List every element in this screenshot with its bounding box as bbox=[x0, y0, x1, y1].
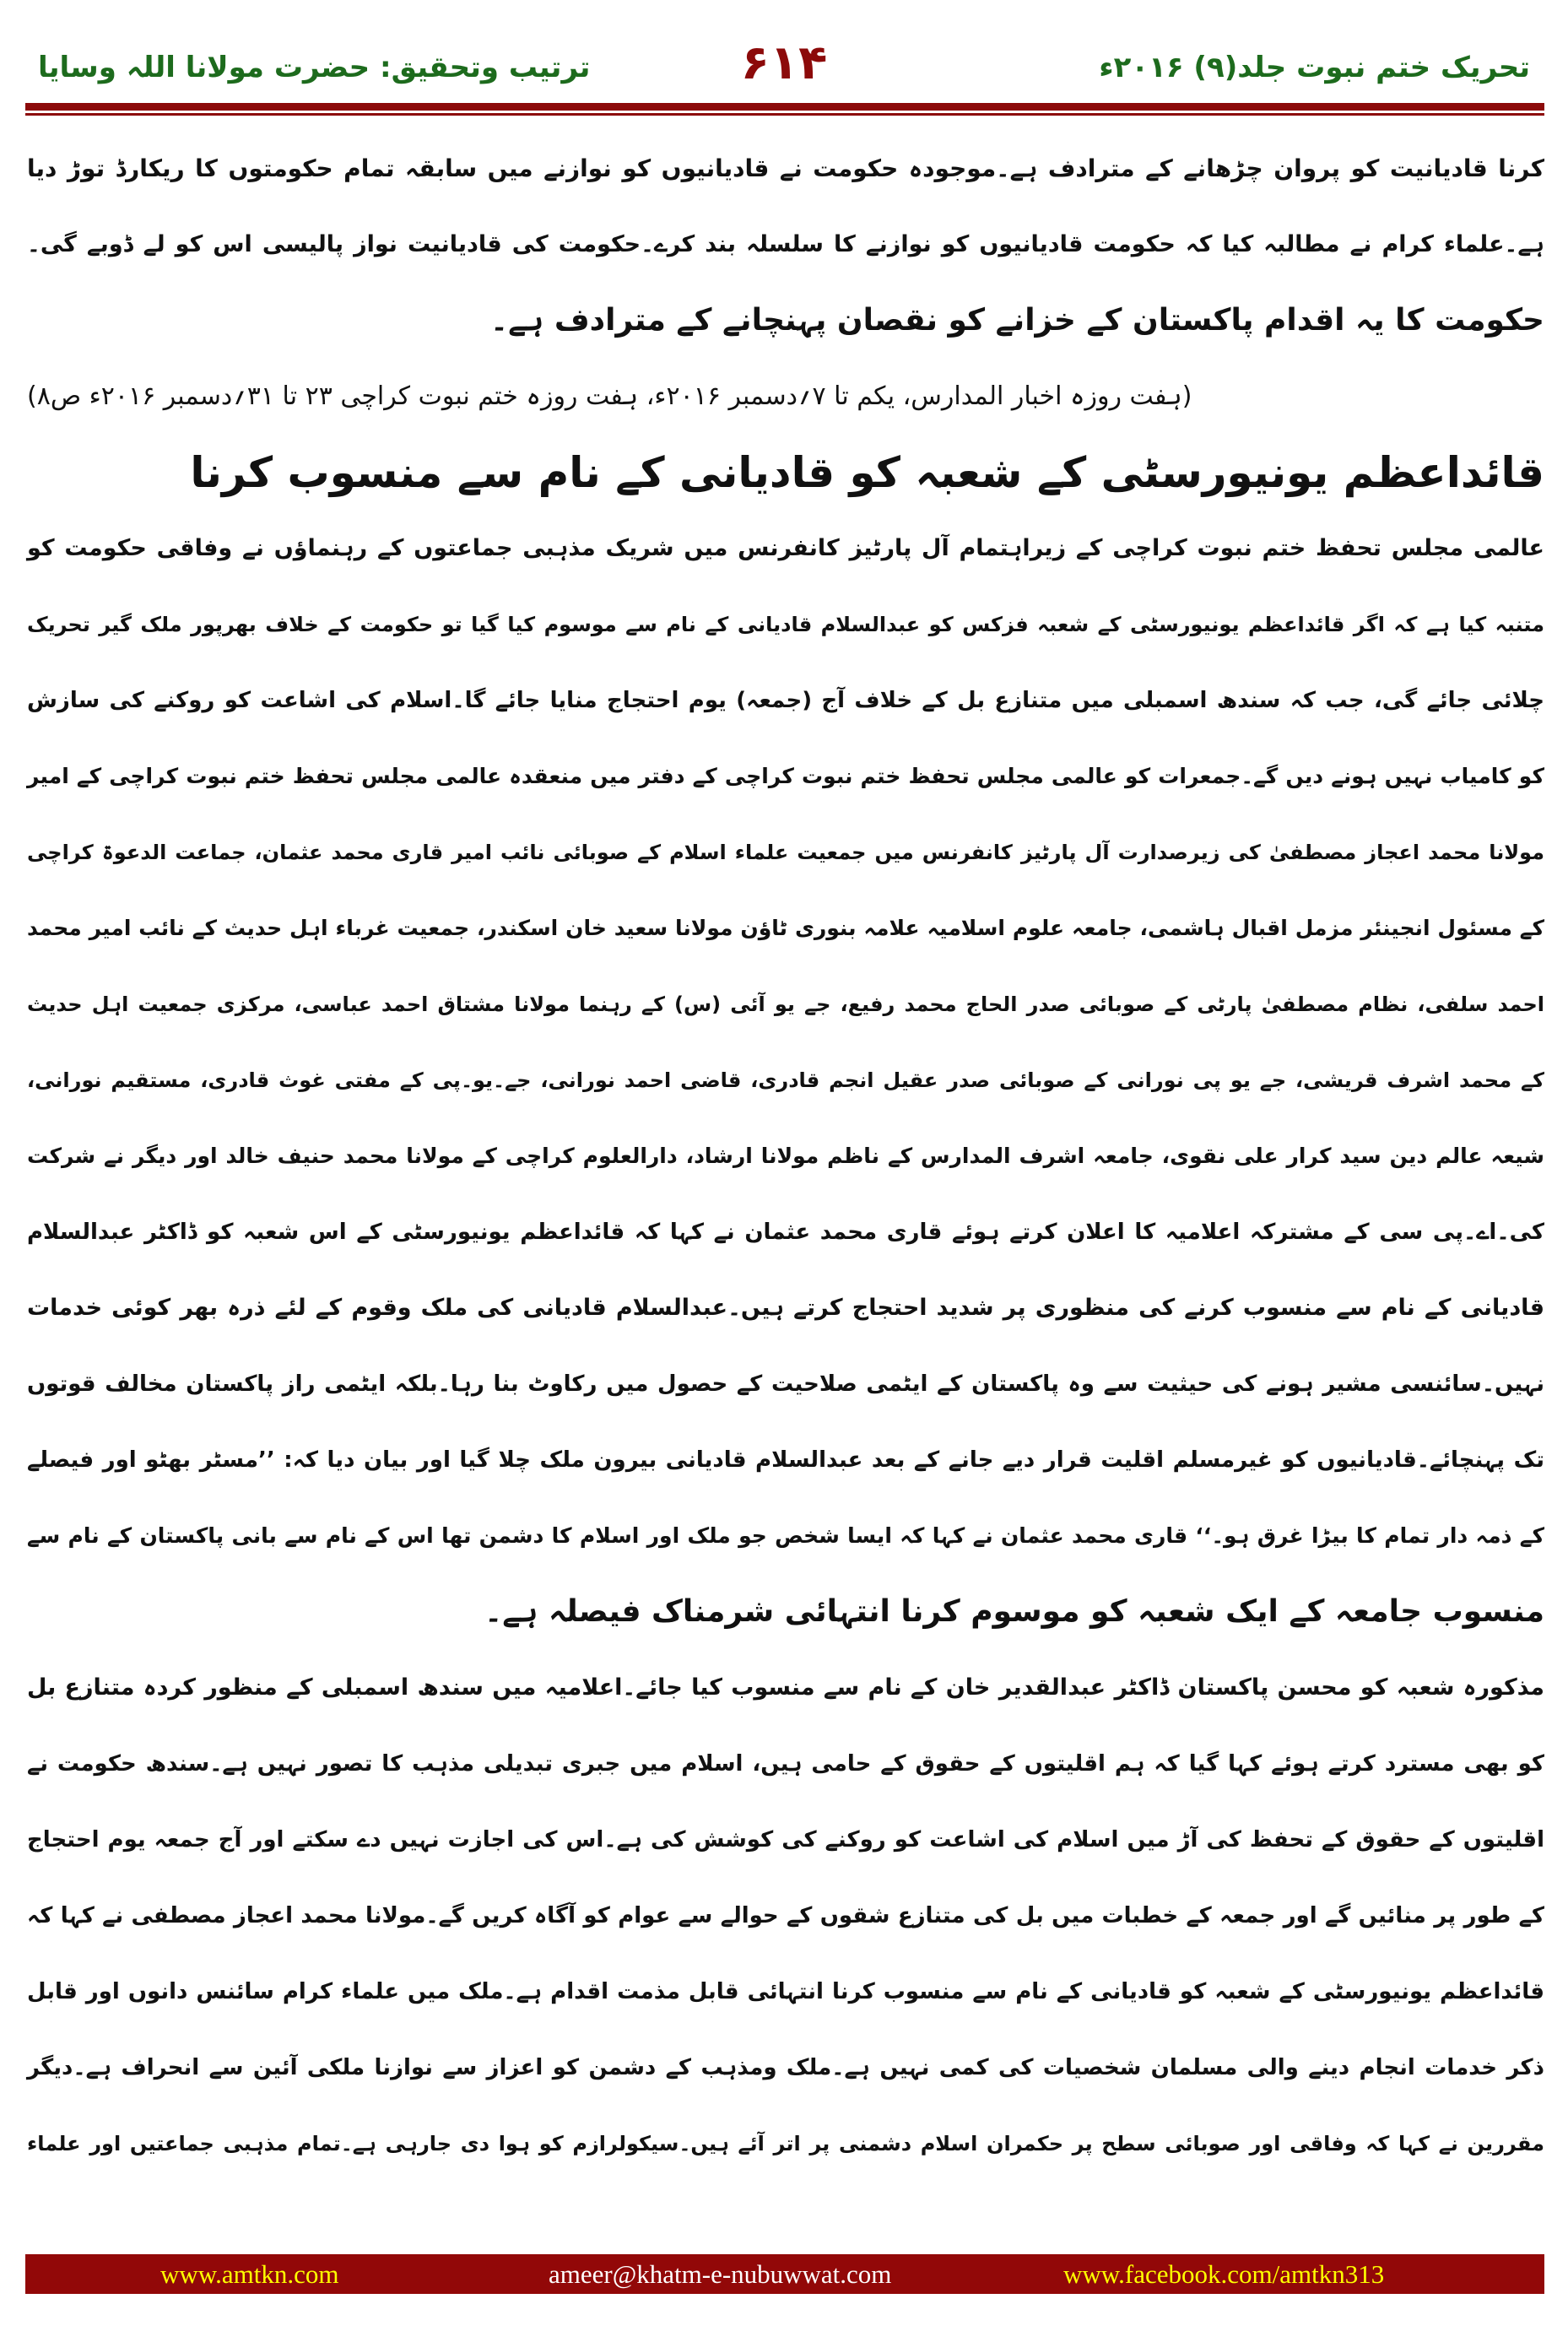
text-line: قائداعظم یونیورسٹی کے شعبہ کو قادیانی کے نام سے منسوب کرنا انتہائی قابل مذمت اقدام ہے۔ملک میں علماء کرام سائنس دانوں اور قابل bbox=[27, 1979, 1544, 2004]
header-divider-thick bbox=[25, 103, 1544, 111]
text-line: ہے۔علماء کرام نے مطالبہ کیا کہ حکومت قادیانیوں کو نوازنے کا سلسلہ بند کرے۔حکومت کی قادیانیت نواز پالیسی اس کو لے ڈوبے گی۔ bbox=[27, 231, 1544, 257]
footer-bar bbox=[25, 2254, 1544, 2294]
text-line: منسوب جامعہ کے ایک شعبہ کو موسوم کرنا انتہائی شرمناک فیصلہ ہے۔ bbox=[484, 1594, 1544, 1629]
text-line: حکومت کا یہ اقدام پاکستان کے خزانے کو نقصان پہنچانے کے مترادف ہے۔ bbox=[490, 303, 1544, 338]
page-number: ۶۱۴ bbox=[740, 35, 828, 90]
text-line: کی۔اے۔پی سی کے مشترکہ اعلامیہ کا اعلان کرتے ہوئے قاری محمد عثمان نے کہا کہ قائداعظم یونیورسٹی کے اس شعبہ کو ڈاکٹر عبدالسلام bbox=[27, 1220, 1544, 1245]
text-line: ذکر خدمات انجام دینے والی مسلمان شخصیات کی کمی نہیں ہے۔ملک ومذہب کے دشمن کو اعزاز سے نوازنا ملکی آئین سے انحراف ہے۔دیگر bbox=[27, 2055, 1544, 2080]
text-line: اقلیتوں کے حقوق کے تحفظ کی آڑ میں اسلام کی اشاعت کو روکنے کی کوشش کی ہے۔اس کی اجازت نہیں دے سکتے اور آج جمعہ یوم احتجاج bbox=[27, 1827, 1544, 1853]
source-citation: (ہفت روزہ اخبار المدارس، یکم تا ۷؍دسمبر ۲۰۱۶ء، ہفت روزہ ختم نبوت کراچی ۲۳ تا ۳۱؍دسمبر ۲۰۱۶ء ص۸) bbox=[27, 381, 1192, 411]
text-line: شیعہ عالم دین سید کرار علی نقوی، جامعہ اشرف المدارس کے ناظم مولانا ارشاد، دارالعلوم کراچی کے مولانا محمد حنیف خالد اور دیگر نے شرکت bbox=[27, 1144, 1544, 1168]
footer-facebook-link[interactable]: www.facebook.com/amtkn313 bbox=[1063, 2259, 1385, 2289]
footer-website-link[interactable]: www.amtkn.com bbox=[160, 2259, 339, 2289]
text-line: قادیانی کے نام سے منسوب کرنے کی منظوری پر شدید احتجاج کرتے ہیں۔عبدالسلام قادیانی کی ملک وقوم کے لئے ذرہ بھر کوئی خدمات bbox=[27, 1295, 1544, 1321]
text-line: چلائی جائے گی، جب کہ سندھ اسمبلی میں متنازع بل کے خلاف آج (جمعہ) یوم احتجاج منایا جائے گا۔اسلام کی اشاعت کو روکنے کی سازش bbox=[27, 688, 1544, 713]
text-line: مذکورہ شعبہ کو محسن پاکستان ڈاکٹر عبدالقدیر خان کے نام سے منسوب کیا جائے۔اعلامیہ میں سندھ اسمبلی کے منظور کردہ متنازع بل bbox=[27, 1674, 1544, 1701]
text-line: کے ذمہ دار تمام کا بیڑا غرق ہو۔‘‘ قاری محمد عثمان نے کہا کہ ایسا شخص جو ملک اور اسلام کا دشمن تھا اس کے نام سے بانی پاکستان کے نام سے bbox=[27, 1523, 1544, 1548]
text-line: تک پہنچائے۔قادیانیوں کو غیرمسلم اقلیت قرار دیے جانے کے بعد عبدالسلام قادیانی بیرون ملک چلا گیا اور بیان دیا کہ: ’’مسٹر بھٹو اور فیصلے bbox=[27, 1447, 1544, 1473]
section-heading: قائداعظم یونیورسٹی کے شعبہ کو قادیانی کے نام سے منسوب کرنا bbox=[190, 448, 1544, 497]
text-line: نہیں۔سائنسی مشیر ہونے کی حیثیت سے وہ پاکستان کے ایٹمی صلاحیت کے حصول میں رکاوٹ بنا رہا۔بلکہ ایٹمی راز پاکستان مخالف قوتوں bbox=[27, 1371, 1544, 1397]
text-line: متنبہ کیا ہے کہ اگر قائداعظم یونیورسٹی کے شعبہ فزکس کو عبدالسلام قادیانی کے نام سے موسوم کیا گیا تو حکومت کے خلاف بھرپور ملک گیر تحریک bbox=[27, 613, 1544, 636]
footer-email-link[interactable]: ameer@khatm-e-nubuwwat.com bbox=[549, 2259, 892, 2289]
text-line: کو کامیاب نہیں ہونے دیں گے۔جمعرات کو عالمی مجلس تحفظ ختم نبوت کراچی کے دفتر میں منعقدہ عالمی مجلس تحفظ ختم نبوت کراچی کے امیر bbox=[27, 764, 1544, 788]
text-line: کے طور پر منائیں گے اور جمعہ کے خطبات میں بل کی متنازع شقوں کے حوالے سے عوام کو آگاہ کریں گے۔مولانا محمد اعجاز مصطفی نے کہا کہ bbox=[27, 1903, 1544, 1928]
page-body bbox=[27, 131, 1544, 2182]
text-line: کو بھی مسترد کرتے ہوئے کہا گیا کہ ہم اقلیتوں کے حقوق کے حامی ہیں، اسلام میں جبری تبدیلی مذہب کا تصور نہیں ہے۔سندھ حکومت نے bbox=[27, 1751, 1544, 1777]
text-line: مقررین نے کہا کہ وفاقی اور صوبائی سطح پر حکمران اسلام دشمنی پر اتر آئے ہیں۔سیکولرازم کو ہوا دی جارہی ہے۔تمام مذہبی جماعتیں اور علماء bbox=[27, 2132, 1544, 2155]
text-line: کے محمد اشرف قریشی، جے یو پی نورانی کے صوبائی صدر عقیل انجم قادری، قاضی احمد نورانی، جے۔یو۔پی کے مفتی غوث قادری، مستقیم نورانی، bbox=[27, 1068, 1544, 1092]
compiler-credit: ترتیب وتحقیق: حضرت مولانا اللہ وسایا bbox=[38, 51, 591, 84]
text-line: کرنا قادیانیت کو پروان چڑھانے کے مترادف ہے۔موجودہ حکومت نے قادیانیوں کو نوازنے میں سابقہ تمام حکومتوں کا ریکارڈ توڑ دیا bbox=[27, 154, 1544, 182]
text-line: کے مسئول انجینئر مزمل اقبال ہاشمی، جامعہ علوم اسلامیہ علامہ بنوری ٹاؤن مولانا سعید خان اسکندر، جمعیت غرباء اہل حدیث کے نائب امیر محمد bbox=[27, 916, 1544, 940]
text-line: مولانا محمد اعجاز مصطفیٰ کی زیرصدارت آل پارٹیز کانفرنس میں جمعیت علماء اسلام کے صوبائی نائب امیر قاری محمد عثمان، جماعت الدعوۃ کراچی bbox=[27, 841, 1544, 864]
book-title: تحریک ختم نبوت جلد(۹) ۲۰۱۶ء bbox=[1099, 51, 1530, 84]
header-divider-thin bbox=[25, 113, 1544, 116]
text-line: عالمی مجلس تحفظ ختم نبوت کراچی کے زیراہتمام آل پارٹیز کانفرنس میں شریک مذہبی جماعتوں کے رہنماؤں نے وفاقی حکومت کو bbox=[27, 535, 1544, 561]
text-line: احمد سلفی، نظام مصطفیٰ پارٹی کے صوبائی صدر الحاج محمد رفیع، جے یو آئی (س) کے رہنما مولانا مشتاق احمد عباسی، مرکزی جمعیت اہل حدیث bbox=[27, 993, 1544, 1016]
